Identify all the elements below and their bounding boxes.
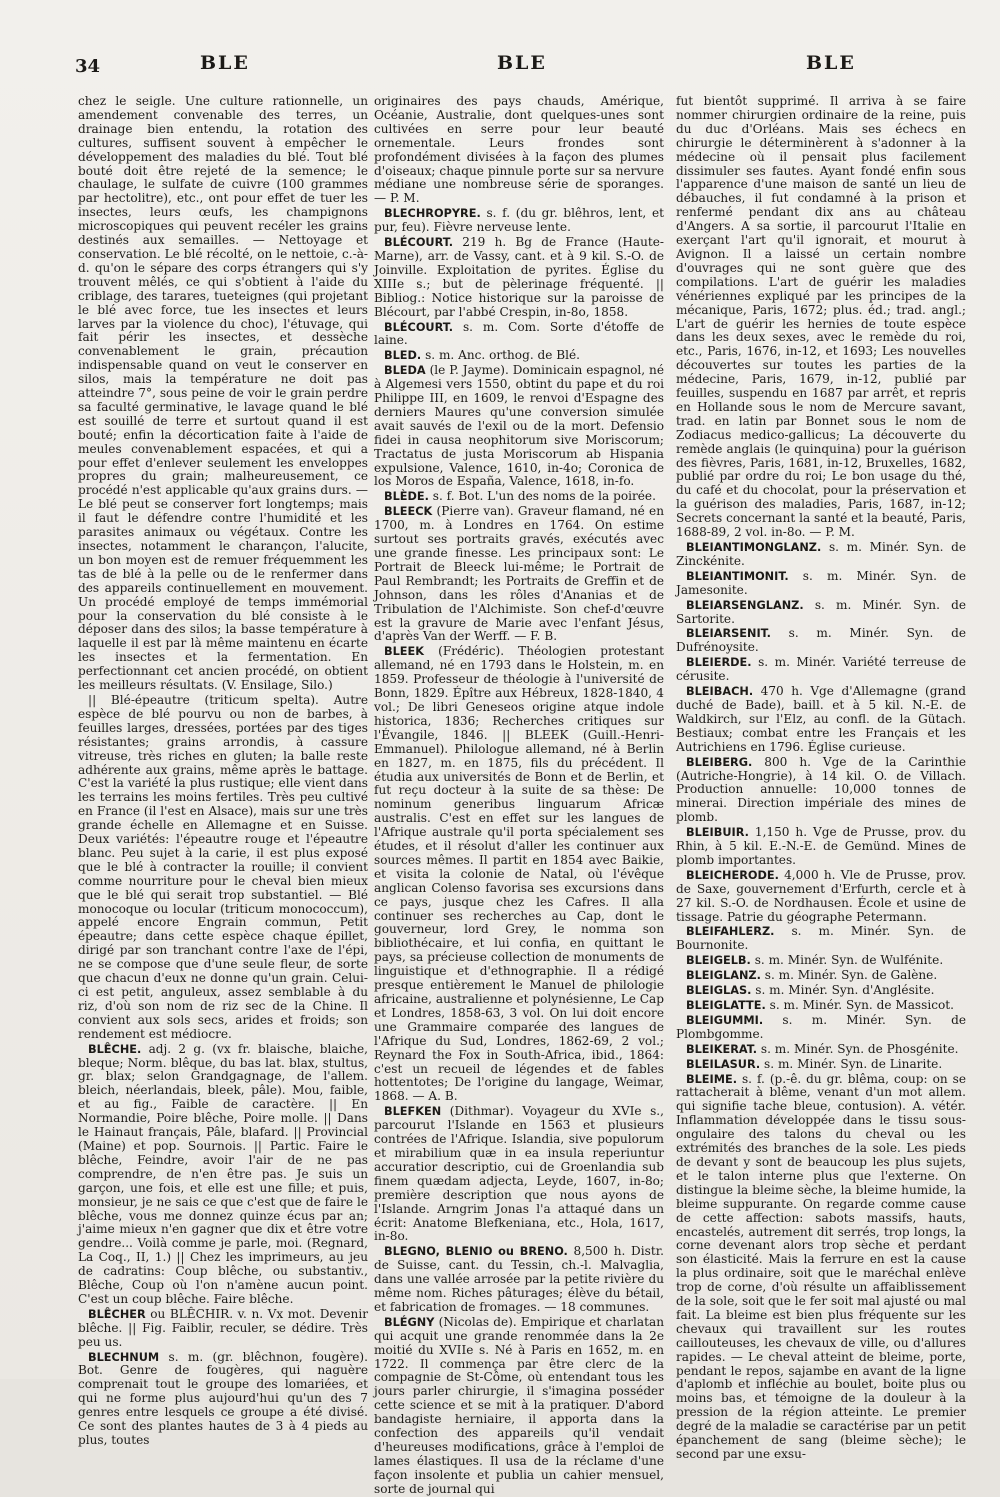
entry-headword: BLÊCHE. [88,1042,142,1056]
text-column-3 [676,94,966,1461]
entry-body: 1,150 h. Vge de Prusse, prov. du Rhin, à 5 kil. E.-N.-E. de Gemünd. Mines de plomb importantes. [676,825,966,867]
entry-body: (Frédéric). Théologien protestant allemand, né en 1793 dans le Holstein, m. en 1859. Professeur de théologie à l'université de Bonn, 1829. Épître aux Hébreux, 1828-1840, 4 vol.; De libri Geneseos origine atque indole historica, 1836; Recherches critiques sur l'Évangile, 1846. || BLEEK (Guill.-Henri-Emmanuel). Philologue allemand, né à Berlin en 1827, m. en 1875, fils du précédent. Il étudia aux universités de Bonn et de Berlin, et fut reçu docteur à la suite de sa thèse: De nominum generibus linguarum Africæ australis. C'est en effet sur les langues de l'Afrique australe qu'il porta spécialement ses études, et il résolut d'aller les continuer aux sources mêmes. Il partit en 1854 avec Baikie, et visita la colonie de Natal, où l'évêque anglican Colenso favorisa ses excursions dans ce pays, jusque chez les Cafres. Il alla continuer ses recherches au Cap, dont le gouverneur, lord Grey, le nomma son bibliothécaire, et lui confia, en quittant le pays, sa précieuse collection de monuments de linguistique et d'ethnographie. Il a rédigé presque entièrement le Manuel de philologie africaine, australienne et polynésienne, Le Cap et Londres, 1858-63, 3 vol. On lui doit encore une Grammaire comparée des langues de l'Afrique du Sud, Londres, 1862-69, 2 vol.; Reynard the Fox in South-Africa, ibid., 1864: c'est un recueil de légendes et de fables hottentotes; De l'origine du langage, Weimar, 1868. — A. B. [374,644,664,1104]
entry-body: s. m. (gr. blêchnon, fougère). Bot. Genre de fougères, qui naguère comprenait tout le groupe des lomariées, et qui ne forme plus aujourd'hui qu'un des 7 genres entre lesquels ce groupe a été divisé. Ce sont des plantes hautes de 3 à 4 pieds au plus, toutes [78,1349,368,1447]
entry-headword: BLEIFAHLERZ. [686,925,775,939]
dictionary-entry [374,1316,664,1497]
entry-body: s. m. Com. Sorte d'étoffe de laine. [374,319,664,348]
entry-body: s. m. Minér. Syn. de Linarite. [764,1056,943,1071]
entry-body: 8,500 h. Distr. de Suisse, cant. du Tessin, ch.-l. Malvaglia, dans une vallée arrosée par la petite rivière du même nom. Riches pâturages; élève du bétail, et fabrication de fromages. — 18 communes. [374,1244,664,1314]
dictionary-entry [78,1043,368,1307]
entry-headword: BLEFKEN [384,1105,442,1119]
page-header [0,52,1000,86]
entry-body: s. m. Minér. Syn. de Wulfénite. [754,953,944,968]
dictionary-entry [374,490,664,504]
running-head-right: BLE [806,52,856,74]
entry-headword: BLED. [384,349,422,363]
entry-headword: BLÈDE. [384,490,429,504]
entry-body: (le P. Jayme). Dominicain espagnol, né à Algemesi vers 1550, obtint du pape et du roi Philippe III, en 1609, le renvoi d'Espagne des derniers Maures qu'une conversion simulée avait sauvés de l'exil ou de la mort. Defensio fidei in causa neophitorum sive Moriscorum; Tractatus de justa Moriscorum ab Hispania expulsione, Valence, 1610, in-4o; Coronica de los Moros de España, Valence, 1618, in-fo. [374,363,664,489]
dictionary-entry [676,984,966,998]
entry-headword: BLEIGUMMI. [686,1013,764,1027]
dictionary-entry [374,1105,664,1244]
entry-body: 800 h. Vge de la Carinthie (Autriche-Hongrie), à 14 kil. O. de Villach. Production annuelle: 10,000 tonnes de minerai. Direction impériale des mines de plomb. [676,754,966,825]
dictionary-entry [676,1073,966,1462]
dictionary-entry [676,541,966,569]
dictionary-entry [676,685,966,755]
dictionary-entry [676,656,966,684]
entry-headword: BLEIARSENGLANZ. [686,598,804,612]
entry-headword: BLEDA [384,364,426,378]
entry-headword: BLEIBERG. [686,755,753,769]
entry-body: s. m. Anc. orthog. de Blé. [425,348,581,363]
entry-body: s. m. Minér. Syn. de Sartorite. [676,597,966,626]
entry-headword: BLEIARSENIT. [686,627,771,641]
entry-headword: BLÉCOURT. [384,236,454,250]
entry-body: 219 h. Bg de France (Haute-Marne), arr. de Vassy, cant. et à 9 kil. S.-O. de Joinville. Exploitation de pyrites. Église du XIIIe s.; but de pèlerinage fréquenté. || Bibliog.: Notice historique sur la paroisse de Blécourt, par l'abbé Crespin, in-8o, 1858. [374,235,664,319]
dictionary-entry [374,349,664,363]
dictionary-entry [374,321,664,349]
entry-headword: BLEIME. [686,1072,737,1086]
dictionary-entry [78,1351,368,1448]
dictionary-entry [676,756,966,826]
text-paragraph: fut bientôt supprimé. Il arriva à se faire nommer chirurgien ordinaire de la reine, puis du duc d'Orléans. Mais ses échecs en chirurgie le déterminèrent à s'adonner à la médecine où il pensait plus facilement dissimuler ses fautes. Ayant fondé enfin sous l'apparence d'une maison de santé un lieu de débauches, il fut condamné à la prison et renfermé pendant dix ans au château d'Angers. A sa sortie, il parcourut l'Italie en exerçant l'art qu'il ignorait, et mourut à Avignon. Il a laissé un certain nombre d'ouvrages qui ne sont guère que des compilations. L'art de guérir les maladies vénériennes expliqué par les principes de la mécanique, Paris, 1672; plus. éd.; trad. angl.; L'art de guérir les hernies de toute espèce dans les deux sexes, avec le remède du roi, etc., Paris, 1676, in-12, et 1693; Les nouvelles découvertes sur toutes les parties de la médecine, Paris, 1679, in-12, publié par feuilles, suspendu en 1687 par arrêt, et repris en Hollande sous le nom de Mercure savant, trad. en latin par Bonnet sous le nom de Zodiacus medico-gallicus; La découverte du remède anglais (le quinquina) pour la guérison des fièvres, Paris, 1681, in-12, Bruxelles, 1682, publié par ordre du roi; Le bon usage du thé, du café et du chocolat, pour la préservation et la guérison des maladies, Paris, 1687, in-12; Secrets concernant la santé et la beauté, Paris, 1688-89, 2 vol. in-8o. — P. M. [676,94,966,540]
entry-body: (Nicolas de). Empirique et charlatan qui acquit une grande renommée dans la 2e moitié du XVIIe s. Né à Paris en 1652, m. en 1722. Il commença par être clerc de la compagnie de St-Côme, où entendant tous les jours parler chirurgie, il s'imagina posséder cette science et se mit à la pratiquer. D'abord bandagiste herniaire, il apporta dans la confection des appareils qu'il vendait d'heureuses modifications, grâce à l'emploi de lames élastiques. Il usa de la réclame d'une façon insolente et publia un cahier mensuel, sorte de journal qui [374,1314,664,1496]
entry-headword: BLEICHERODE. [686,868,779,882]
dictionary-entry [374,236,664,319]
entry-body: adj. 2 g. (vx fr. blaische, blaiche, bleque; Norm. blêque, du bas lat. blax, stultus, gr. blax; selon Grandgagnage, de l'allem. bleich, néerlandais, bleek, pâle). Mou, faible, et au fig., Faible de caractère. || En Normandie, Poire blêche, Poire molle. || Dans le Hainaut français, Pâle, blafard. || Provincial (Maine) et pop. Sournois. || Partic. Faire le blêche, Feindre, avoir l'air de ne pas comprendre, de n'en être pas. Je suis un garçon, une fois, et elle est une fille; et puis, monsieur, je ne sais ce que c'est que de faire le blêche, vous me donnez quinze écus par an; j'aime mieux n'en gagner que dix et être votre gendre... Voilà comme je parle, moi. (Regnard, La Coq., II, 1.) || Chez les imprimeurs, au jeu de cadratins: Coup blêche, ou substantiv., Blêche, Coup où l'on n'amène aucun point. C'est un coup blêche. Faire blêche. [78,1041,368,1306]
dictionary-entry [374,364,664,489]
entry-body: 470 h. Vge d'Allemagne (grand duché de Bade), baill. et à 5 kil. N.-E. de Waldkirch, sur l'Elz, au confl. de la Gütach. Bestiaux; combat entre les Français et les Autrichiens en 1796. Église curieuse. [676,684,966,754]
entry-body: s. m. Minér. Syn. de Galène. [764,968,938,983]
entry-body: 4,000 h. Vle de Prusse, prov. de Saxe, gouvernement d'Erfurth, cercle et à 27 kil. S.-O. de Nordhausen. École et usine de tissage. Patrie du géographe Petermann. [676,867,966,924]
entry-body: s. f. Bot. L'un des noms de la poirée. [432,489,656,504]
page-number: 34 [75,56,101,77]
entry-headword: BLEIKERAT. [686,1042,758,1056]
entry-headword: BLEIANTIMONGLANZ. [686,541,822,554]
entry-headword: BLÉCOURT. [384,320,454,334]
dictionary-entry [374,207,664,235]
entry-headword: BLEIANTIMONIT. [686,569,789,583]
entry-body: s. f. (p.-ê. du gr. blêma, coup: on se rattacherait à blême, venant d'un mot allem. qui signifie tache bleue, contusion). A. vétér. Inflammation développée dans le tissu sous-ongulaire des talons du cheval ou les extrémités des branches de la sole. Les pieds de devant y sont de beaucoup les plus sujets, et le talon interne plus que l'externe. On distingue la bleime sèche, la bleime humide, la bleime suppurante. On regarde comme cause de cette affection: sabots massifs, hauts, encastelés, autrement dit serrés, trop longs, la corne devenant alors trop sèche et perdant son élasticité. Mais la ferrure en est la cause la plus ordinaire, soit que le maréchal enlève trop de corne, d'où résulte un affaiblissement de la sole, soit que le fer soit mal ajusté ou mal fait. La bleime est bien plus fréquente sur les chevaux qui travaillent sur les routes caillouteuses, les chevaux de ville, ou d'allures rapides. — Le cheval atteint de bleime, porte, pendant le repos, sajambe en avant de la ligne d'aplomb et infléchie au boulet, boite plus ou moins bas, et témoigne de la douleur à la pression de la région atteinte. Le premier degré de la maladie se caractérise par un petit épanchement de sang (bleime sèche); le second par une exsu- [676,1071,966,1461]
entry-headword: BLEIERDE. [686,656,752,670]
entry-body: s. m. Minér. Syn. de Jamesonite. [676,568,966,597]
entry-body: (Dithmar). Voyageur du XVIe s., parcourut l'Islande en 1563 et plusieurs contrées de l'Afrique. Islandia, sive populorum et mirabilium quæ in ea insula reperiuntur accuratior descriptio, cui de Groenlandia sub finem quædam adjecta, Leyde, 1607, in-8o; première description que nous ayons de l'Islande. Arngrim Jonas l'a attaqué dans un écrit: Anatome Blefkeniana, etc., Hola, 1617, in-8o. [374,1104,664,1244]
entry-headword: BLECHNUM [88,1350,160,1364]
entry-body: s. m. Minér. Syn. de Massicot. [769,998,954,1012]
entry-headword: BLEIGLATTE. [686,999,766,1012]
dictionary-entry [676,869,966,925]
entry-headword: BLEIGLAS. [686,984,752,998]
entry-headword: BLEIBUIR. [686,826,749,840]
dictionary-entry [374,505,664,644]
dictionary-entry [676,826,966,868]
entry-body: ou BLÊCHIR. v. n. Vx mot. Devenir blêche. || Fig. Faiblir, reculer, se dédire. Très peu us. [78,1306,368,1349]
entry-headword: BLEIBACH. [686,685,754,699]
entry-headword: BLÉGNY [384,1315,435,1329]
entry-headword: BLÊCHER [88,1307,146,1321]
entry-body: s. f. (du gr. blêhros, lent, et pur, feu). Fièvre nerveuse lente. [374,206,664,235]
dictionary-entry [676,925,966,953]
text-column-2 [374,94,664,1496]
entry-headword: BLEEK [384,645,424,659]
entry-headword: BLECHROPYRE. [384,207,481,221]
entry-body: s. m. Minér. Syn. de Phosgénite. [760,1041,959,1056]
text-paragraph: || Blé-épeautre (triticum spelta). Autre espèce de blé pourvu ou non de barbes, à feuilles larges, dressées, portées par des tiges résistantes; grains arrondis, à cassure vitreuse, très riches en gluten; la balle reste adhérente aux grains, même après le battage. C'est la variété la plus rustique; elle vient dans les terrains les moins fertiles. Très peu cultivé en France (il l'est en Alsace), mais sur une très grande échelle en Allemagne et en Suisse. Deux variétés: l'épeautre rouge et l'épeautre blanc. Peu sujet à la carie, il est plus exposé que le blé à contracter la rouille; il convient comme nourriture pour le cheval bien mieux que le blé qui serait trop substantiel. — Blé monocoque ou locular (triticum monococcum), appelé encore Engrain commun, Petit épeautre; dans cette espèce chaque épillet, dirigé par son tranchant contre l'axe de l'épi, ne se compose que d'une seule fleur, de sorte que chacun d'eux ne donne qu'un grain. Celui-ci est petit, anguleux, assez semblable à du riz, d'où son nom de riz sec de la Chine. Il convient aux sols secs, arides et froids; son rendement est médiocre. [78,692,368,1041]
dictionary-entry [676,1043,966,1057]
running-head-left: BLE [200,52,250,74]
text-column-1 [78,94,368,1447]
dictionary-entry [676,1014,966,1042]
entry-headword: BLEIGLANZ. [686,969,761,983]
dictionary-entry [676,627,966,655]
dictionary-entry [676,969,966,983]
dictionary-entry [676,570,966,598]
dictionary-entry [676,1058,966,1072]
entry-body: s. m. Minér. Syn. de Bournonite. [676,924,966,953]
text-paragraph: chez le seigle. Une culture rationnelle, un amendement convenable des terres, un drainage bien entendu, la rotation des cultures, suffisent souvent à empêcher le développement des maladies du blé. Tout blé bouté doit être rejeté de la semence; le chaulage, le sulfate de cuivre (100 grammes par hectolitre), etc., ont pour effet de tuer les insectes, leurs œufs, les champignons microscopiques qui peuvent recéler les grains destinés aux semailles. — Nettoyage et conservation. Le blé récolté, on le nettoie, c.-à-d. qu'on le sépare des corps étrangers qui s'y trouvent mêlés, ce qui s'obtient à l'aide du criblage, des tarares, tueteignes (qui projetant le blé avec force, tue les insectes et leurs larves par la violence du choc), l'étuvage, qui fait périr les insectes, et dessèche convenablement le grain, précaution indispensable quand on veut le conserver en silos, mais la température ne doit pas atteindre 7°, sous peine de voir le grain perdre sa faculté germinative, le lavage quand le blé est souillé de terre et surtout quand il est bouté; enfin la décortication faite à l'aide de meules convenablement espacées, et qui a pour effet d'enlever seulement les enveloppes propres du grain; malheureusement, ce procédé n'est applicable qu'aux grains durs. — Le blé peut se conserver fort longtemps; mais il faut le défendre contre l'humidité et les parasites animaux ou végétaux. Contre les insectes, notamment le charançon, l'alucite, un bon moyen est de remuer fréquemment les tas de blé à la pelle ou de le renfermer dans des appareils continuellement en mouvement. Un procédé employé de temps immémorial pour la conservation du blé consiste à le déposer dans des silos; la basse température à laquelle il est par là même maintenu en écarte les insectes et la fermentation. En perfectionnant cet ancien procédé, on obtient les meilleurs résultats. (V. Ensilage, Silo.) [78,94,368,693]
entry-headword: BLEGNO, BLENIO ou BRENO. [384,1245,568,1259]
dictionary-entry [676,999,966,1013]
running-head-center: BLE [497,52,547,74]
entry-body: s. m. Minér. Syn. de Plombgomme. [676,1012,966,1041]
entry-headword: BLEECK [384,505,433,519]
text-paragraph: originaires des pays chauds, Amérique, Océanie, Australie, dont quelques-unes sont cultivées en serre pour leur beauté ornementale. Leurs frondes sont profondément divisées à la façon des plumes d'oiseaux; chaque pinnule porte sur sa nervure médiane une nombreuse série de sporanges. — P. M. [374,94,664,206]
dictionary-entry [78,1308,368,1350]
entry-body: s. m. Minér. Variété terreuse de cérusite. [676,655,966,684]
dictionary-entry [676,954,966,968]
dictionary-entry [374,645,664,1104]
dictionary-entry [676,599,966,627]
entry-body: s. m. Minér. Syn. d'Anglésite. [755,983,935,998]
entry-body: (Pierre van). Graveur flamand, né en 1700, m. à Londres en 1764. On estime surtout ses portraits gravés, exécutés avec une grande finesse. Les principaux sont: Le Portrait de Bleeck lui-même; le Portrait de Paul Rembrandt; les Portraits de Greffin et de Johnson, dans les rôles d'Ananias et de Tribulation de l'Alchimiste. Son chef-d'œuvre est la gravure de Marie avec l'enfant Jésus, d'après Van der Werff. — F. B. [374,504,664,644]
dictionary-entry [374,1245,664,1315]
entry-headword: BLEIGELB. [686,954,751,968]
entry-body: s. m. Minér. Syn. de Zinckénite. [676,540,966,568]
entry-body: s. m. Minér. Syn. de Dufrénoysite. [676,626,966,655]
entry-headword: BLEILASUR. [686,1057,761,1071]
